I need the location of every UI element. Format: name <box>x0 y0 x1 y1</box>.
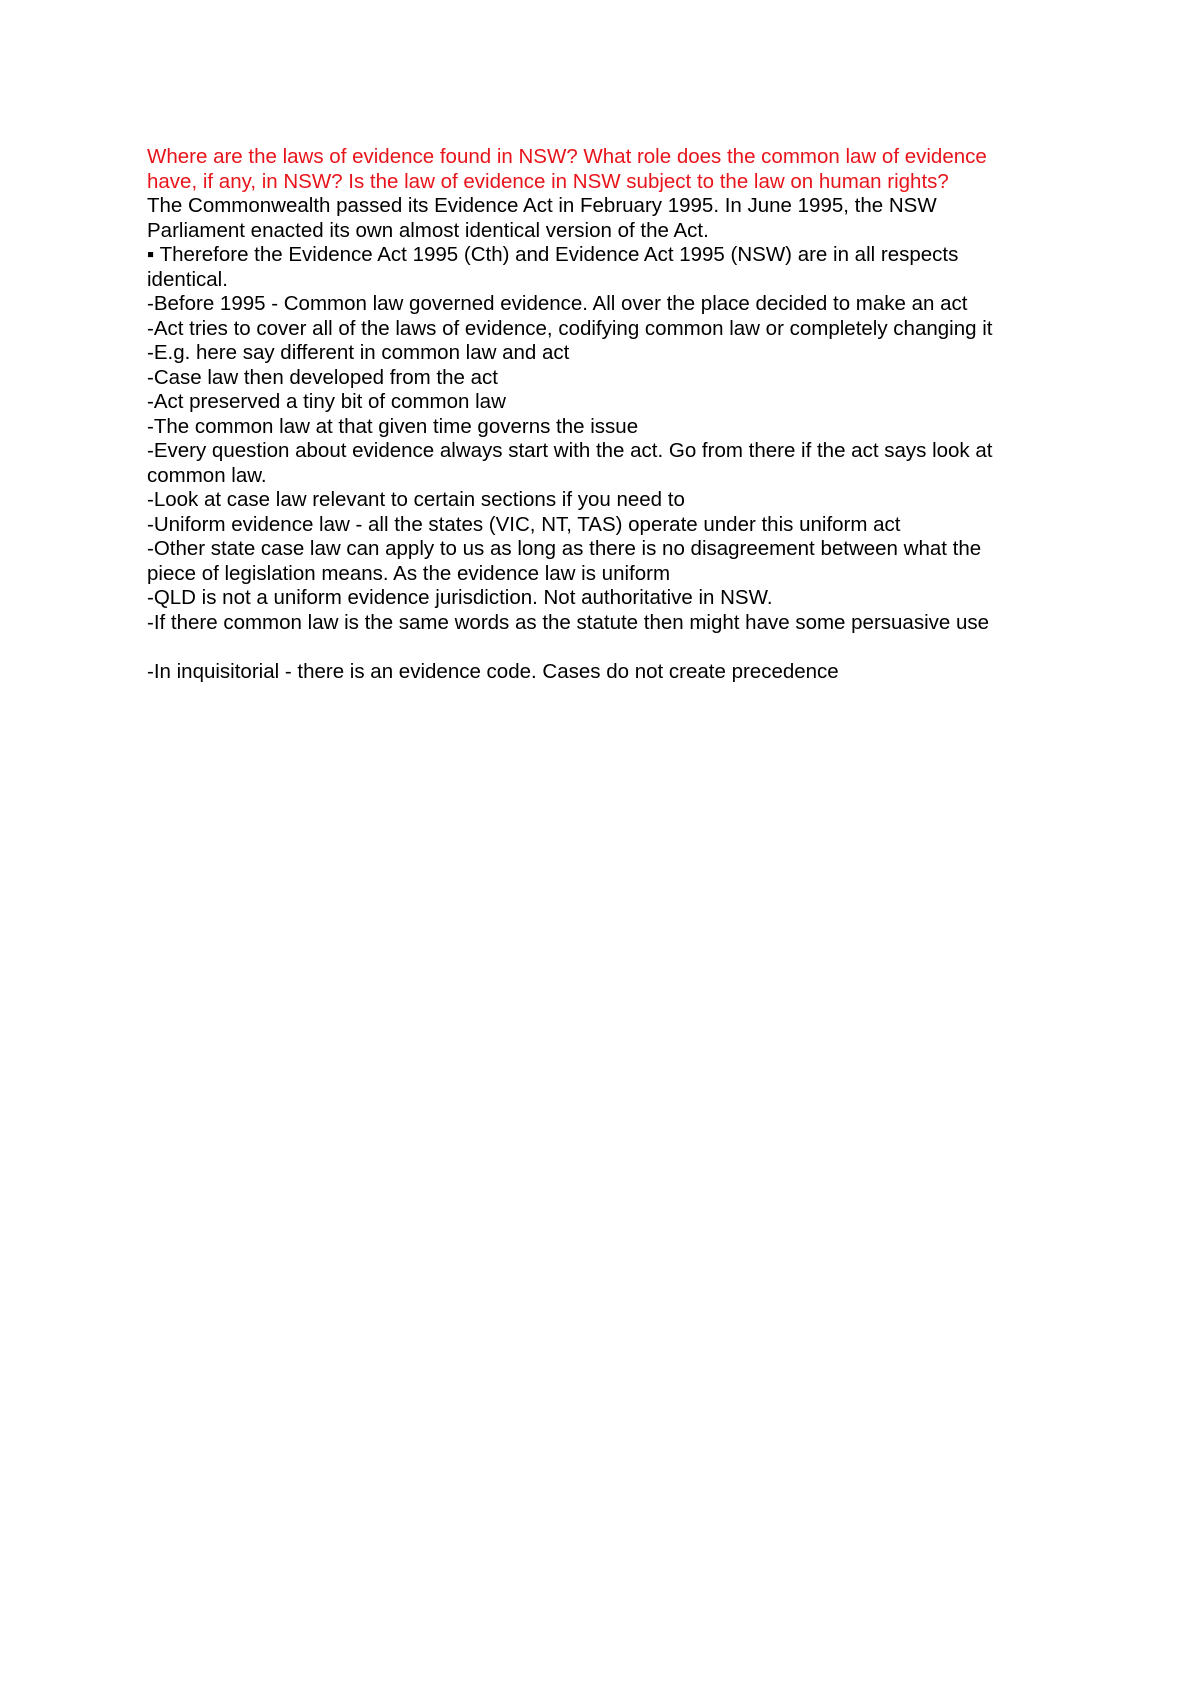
note-line: -The common law at that given time governs the issue <box>147 414 639 438</box>
note-line: -Uniform evidence law - all the states (VIC, NT, TAS) operate under this uniform act <box>147 512 901 536</box>
note-line: -Act tries to cover all of the laws of evidence, codifying common law or completely changing it <box>147 316 993 340</box>
note-line: -Look at case law relevant to certain sections if you need to <box>147 488 685 511</box>
blank-line <box>147 635 1027 660</box>
note-line: -If there common law is the same words as the statute then might have some persuasive use <box>147 610 990 634</box>
question-heading: Where are the laws of evidence found in NSW? What role does the common law of evidence have, if any, in NSW? Is the law of evidence in NSW subject to the law on human rights? <box>147 145 987 193</box>
note-line: -Case law then developed from the act <box>147 365 498 389</box>
note-line: -QLD is not a uniform evidence jurisdiction. Not authoritative in NSW. <box>147 586 773 609</box>
note-line: -Other state case law can apply to us as long as there is no disagreement between what the piece of legislation means. As the evidence law is uniform <box>147 537 982 585</box>
final-note-line: -In inquisitorial - there is an evidence code. Cases do not create precedence <box>147 659 839 683</box>
bullet-line: ▪ Therefore the Evidence Act 1995 (Cth) and Evidence Act 1995 (NSW) are in all respects identical. <box>147 243 959 291</box>
note-line: -Act preserved a tiny bit of common law <box>147 390 506 413</box>
paragraph-line: The Commonwealth passed its Evidence Act in February 1995. In June 1995, the NSW Parliament enacted its own almost identical version of the Act. <box>147 194 937 242</box>
note-line: -Before 1995 - Common law governed evidence. All over the place decided to make an act <box>147 292 968 315</box>
note-line: -Every question about evidence always start with the act. Go from there if the act says look at common law. <box>147 439 993 487</box>
note-line: -E.g. here say different in common law and act <box>147 341 570 364</box>
document-body <box>147 145 1027 684</box>
